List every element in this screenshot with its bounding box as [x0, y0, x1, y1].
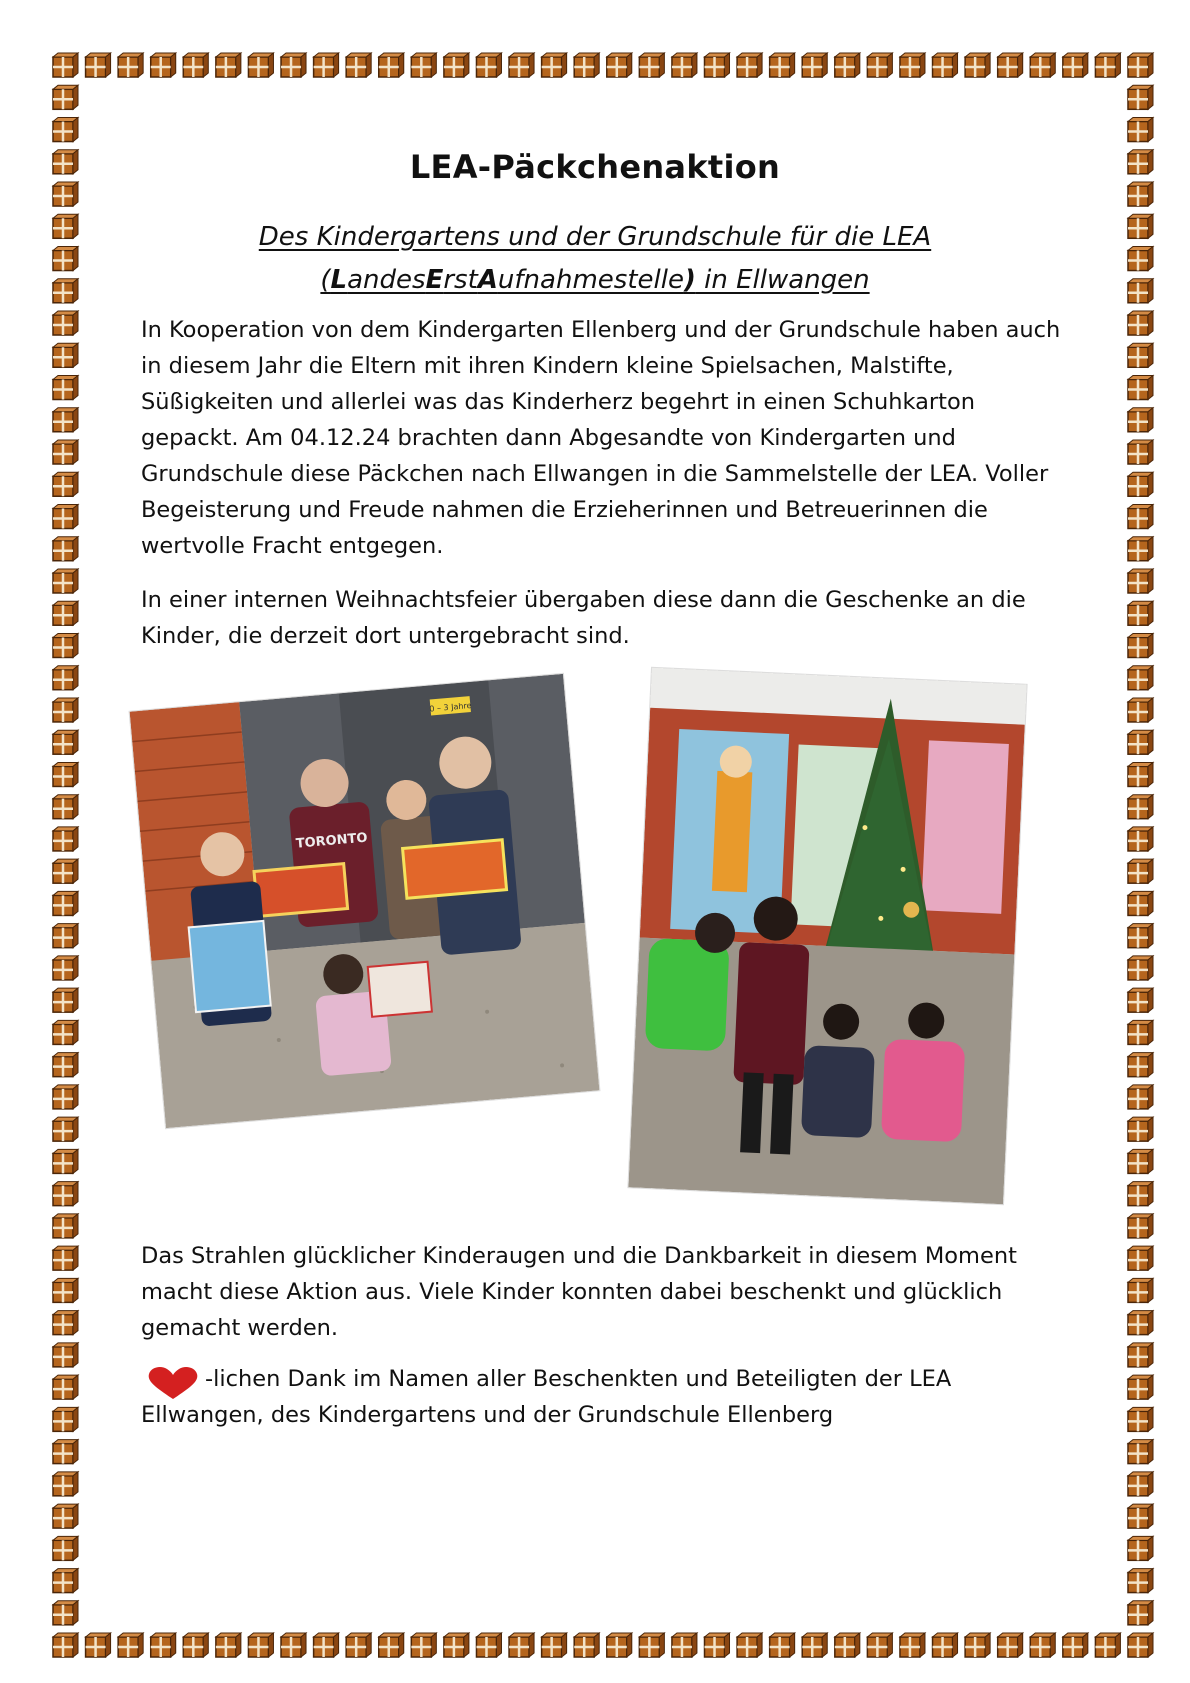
gift-box-icon [1128, 1311, 1153, 1335]
gift-box-icon [346, 53, 371, 77]
gift-box-icon [53, 795, 78, 819]
gift-box-icon [1030, 53, 1055, 77]
gift-box-icon [53, 53, 78, 77]
gift-box-icon [639, 1633, 664, 1657]
gift-box-icon [1128, 504, 1153, 528]
gift-box-icon [542, 53, 567, 77]
gift-box-icon [248, 1633, 273, 1657]
gift-box-icon [1128, 1343, 1153, 1367]
page-title: LEA-Päckchenaktion [409, 148, 781, 186]
subtitle-line-1: Des Kindergartens und der Grundschule für die LEA [258, 222, 932, 252]
gift-box-icon [53, 343, 78, 367]
gift-box-icon [639, 53, 664, 77]
gift-box-icon [53, 730, 78, 754]
gift-box-icon [314, 1633, 339, 1657]
gift-box-icon [1128, 1536, 1153, 1560]
gift-box-icon [53, 1278, 78, 1302]
gift-box-icon [118, 53, 143, 77]
gift-box-icon [672, 1633, 697, 1657]
gift-box-icon [444, 53, 469, 77]
gift-box-icon [183, 53, 208, 77]
gift-box-icon [53, 1633, 78, 1657]
gift-box-icon [1030, 1633, 1055, 1657]
gift-box-icon [1128, 762, 1153, 786]
gift-box-icon [1128, 956, 1153, 980]
thanks-paragraph: -lichen Dank im Namen aller Beschenkten und Beteiligten der LEA Ellwangen, des Kindergartens und der Grundschule Ellenberg [141, 1366, 952, 1428]
gift-box-icon [411, 1633, 436, 1657]
gift-box-icon [998, 1633, 1023, 1657]
gift-box-icon [1128, 408, 1153, 432]
gift-box-icon [1128, 1569, 1153, 1593]
gift-box-icon [53, 859, 78, 883]
gift-box-icon [53, 1343, 78, 1367]
gift-box-icon [1128, 1053, 1153, 1077]
gift-box-icon [53, 311, 78, 335]
gift-box-icon [867, 53, 892, 77]
gift-box-icon [86, 1633, 111, 1657]
gift-box-icon [1128, 1407, 1153, 1431]
gift-box-icon [151, 1633, 176, 1657]
gift-box-icon [314, 53, 339, 77]
gift-box-icon [53, 376, 78, 400]
gift-box-icon [53, 1085, 78, 1109]
gift-box-icon [118, 1633, 143, 1657]
gift-box-icon [1128, 1633, 1153, 1657]
gift-box-icon [1128, 1020, 1153, 1044]
gift-box-icon [1128, 1375, 1153, 1399]
gift-box-icon [1128, 440, 1153, 464]
gift-box-icon [509, 1633, 534, 1657]
gift-box-icon [476, 53, 501, 77]
gift-box-icon [1128, 1085, 1153, 1109]
page-subtitle [0, 216, 1190, 302]
closing-paragraph: Das Strahlen glücklicher Kinderaugen und die Dankbarkeit in diesem Moment macht diese Aktion aus. Viele Kinder konnten dabei beschenkt und glücklich gemacht werden. [141, 1243, 1017, 1341]
gift-box-icon [1128, 343, 1153, 367]
gift-box-icon [53, 891, 78, 915]
gift-box-icon [1128, 376, 1153, 400]
gift-box-icon [53, 118, 78, 142]
gift-box-icon [53, 633, 78, 657]
gift-box-icon [53, 1504, 78, 1528]
gift-box-icon [737, 53, 762, 77]
gift-box-icon [1128, 666, 1153, 690]
gift-box-icon [574, 1633, 599, 1657]
gift-box-icon [53, 1407, 78, 1431]
gift-box-icon [835, 1633, 860, 1657]
gift-box-icon [53, 1246, 78, 1270]
gift-box-icon [900, 1633, 925, 1657]
gift-box-icon [770, 1633, 795, 1657]
gift-box-icon [53, 1440, 78, 1464]
gift-box-icon [216, 53, 241, 77]
gift-box-icon [1128, 1182, 1153, 1206]
celebration-paragraph: In einer internen Weihnachtsfeier übergaben diese dann die Geschenke an die Kinder, die derzeit dort untergebracht sind. [141, 587, 1026, 649]
gift-box-icon [607, 1633, 632, 1657]
gift-box-icon [770, 53, 795, 77]
gift-box-icon [1128, 1440, 1153, 1464]
gift-box-icon [53, 1601, 78, 1625]
gift-box-icon [53, 1117, 78, 1141]
gift-box-icon [346, 1633, 371, 1657]
gift-box-icon [53, 988, 78, 1012]
gift-box-icon [1128, 311, 1153, 335]
gift-box-icon [1128, 891, 1153, 915]
door-sign: 0 – 3 Jahre [429, 700, 472, 714]
gift-box-icon [1128, 1246, 1153, 1270]
gift-box-icon [53, 1569, 78, 1593]
gift-box-icon [1128, 1472, 1153, 1496]
gift-box-icon [1128, 53, 1153, 77]
gift-box-icon [867, 1633, 892, 1657]
gift-box-icon [1128, 569, 1153, 593]
gift-box-icon [965, 1633, 990, 1657]
gift-box-icon [1128, 1214, 1153, 1238]
gift-box-icon [672, 53, 697, 77]
gift-box-icon [705, 1633, 730, 1657]
gift-box-icon [737, 1633, 762, 1657]
gift-box-icon [53, 408, 78, 432]
gift-box-icon [53, 1053, 78, 1077]
gift-box-icon [1128, 1117, 1153, 1141]
gift-box-icon [444, 1633, 469, 1657]
subtitle-line-2: (LandesErstAufnahmestelle) in Ellwangen [320, 265, 870, 295]
gift-box-icon [1128, 924, 1153, 948]
gift-box-icon [1128, 859, 1153, 883]
gift-box-icon [1128, 795, 1153, 819]
gift-box-icon [802, 53, 827, 77]
shirt-text: TORONTO [295, 830, 369, 852]
gift-box-icon [1128, 988, 1153, 1012]
gift-box-icon [53, 1311, 78, 1335]
gift-box-icon [281, 53, 306, 77]
gift-box-icon [1128, 698, 1153, 722]
gift-box-icon [1128, 85, 1153, 109]
gift-box-icon [53, 85, 78, 109]
gift-box-icon [1128, 730, 1153, 754]
gift-box-icon [900, 53, 925, 77]
gift-box-icon [1128, 118, 1153, 142]
gift-box-icon [183, 1633, 208, 1657]
gift-box-icon [53, 504, 78, 528]
gift-box-icon [1128, 601, 1153, 625]
gift-box-icon [1128, 1601, 1153, 1625]
gift-box-icon [53, 601, 78, 625]
gift-box-icon [53, 569, 78, 593]
gift-box-icon [1128, 537, 1153, 561]
intro-paragraph: In Kooperation von dem Kindergarten Ellenberg und der Grundschule haben auch in diesem Jahr die Eltern mit ihren Kindern kleine Spielsachen, Malstifte, Süßigkeiten und allerlei was das Kinderherz begehrt in einen Schuhkarton gepackt. Am 04.12.24 brachten dann Abgesandte von Kindergarten und Grundschule diese Päckchen nach Ellwangen in die Sammelstelle der LEA. Voller Begeisterung und Freude nahmen die Erzieherinnen und Betreuerinnen die wertvolle Fracht entgegen. [141, 317, 1061, 559]
gift-box-icon [802, 1633, 827, 1657]
gift-box-icon [1063, 1633, 1088, 1657]
gift-box-icon [476, 1633, 501, 1657]
gift-box-icon [933, 53, 958, 77]
gift-box-icon [53, 1375, 78, 1399]
gift-box-icon [835, 53, 860, 77]
gift-box-icon [1128, 1278, 1153, 1302]
gift-box-icon [151, 53, 176, 77]
gift-box-icon [1128, 1504, 1153, 1528]
gift-box-icon [53, 1472, 78, 1496]
gift-box-icon [1128, 827, 1153, 851]
gift-box-icon [411, 53, 436, 77]
gift-box-icon [1063, 53, 1088, 77]
gift-box-icon [53, 827, 78, 851]
gift-box-icon [53, 762, 78, 786]
gift-box-icon [53, 924, 78, 948]
gift-box-icon [53, 1182, 78, 1206]
gift-box-icon [1128, 1149, 1153, 1173]
gift-box-icon [1128, 633, 1153, 657]
gift-box-icon [53, 1020, 78, 1044]
gift-box-icon [53, 440, 78, 464]
photo-children-at-christmas-tree [628, 668, 1026, 1204]
gift-box-icon [379, 53, 404, 77]
gift-box-icon [965, 53, 990, 77]
gift-box-icon [53, 956, 78, 980]
gift-box-icon [53, 1149, 78, 1173]
gift-box-icon [1095, 53, 1120, 77]
photo-children-with-gifts [130, 674, 600, 1128]
gift-box-icon [574, 53, 599, 77]
gift-box-icon [53, 537, 78, 561]
gift-box-icon [607, 53, 632, 77]
gift-box-icon [1095, 1633, 1120, 1657]
gift-box-icon [53, 1536, 78, 1560]
gift-box-icon [509, 53, 534, 77]
gift-box-icon [281, 1633, 306, 1657]
gift-box-icon [998, 53, 1023, 77]
gift-box-icon [53, 666, 78, 690]
gift-box-icon [53, 698, 78, 722]
gift-box-icon [933, 1633, 958, 1657]
gift-box-icon [248, 53, 273, 77]
gift-box-icon [53, 472, 78, 496]
gift-box-icon [542, 1633, 567, 1657]
gift-box-icon [379, 1633, 404, 1657]
gift-box-icon [53, 1214, 78, 1238]
gift-box-icon [86, 53, 111, 77]
gift-box-icon [1128, 472, 1153, 496]
gift-box-icon [705, 53, 730, 77]
gift-box-icon [216, 1633, 241, 1657]
